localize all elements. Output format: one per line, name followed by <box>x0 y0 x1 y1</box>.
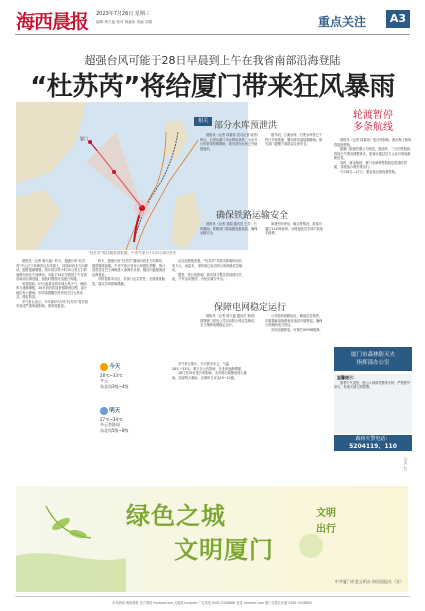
banner-line2: 文明厦门 <box>174 536 274 564</box>
page-footer: 本刊热线 海西晨报 官方网站 hxcbxmcom 五缘湾 hxcbxm 广告热线 0592-5338866 登录 hxcbxm.com 厦门日报社出版 0592-5338855 <box>112 601 312 605</box>
map-location-label: 厦门 <box>80 136 88 141</box>
grid-article: 晨报讯（记者 黄天福 通讯员 张明）国网厦门供电公司启动防台风应急响应，全力保障电网稳定运行。 公司组织抢修队伍，储备应急物资，对重要输电线路和变电站开展特巡，确保台风期间电力供应。 市民如遇停电，可拨打95598报修。 <box>200 314 323 332</box>
banner-side1: 文明 <box>316 508 336 519</box>
section-title: 重点关注 <box>318 15 367 29</box>
banner-footer: 中共厦门市委文明办 海西晨报社（宣） <box>334 579 404 584</box>
weather-today: 今天 28℃~33℃ 多云 东北风3级~4级 <box>100 364 129 389</box>
footer-line <box>15 596 410 597</box>
masthead-editors: 编辑 黄天福 校对 林嘉伟 美编 刘娟 <box>96 20 153 24</box>
ad-side-label: 公益广告 <box>404 456 409 472</box>
section-code: A3 <box>386 10 410 28</box>
section-heading-grid: 保障电网稳定运行 <box>214 303 287 313</box>
weather-tomorrow: 明天 27℃~34℃ 多云有阵雨 东北风5级~8级 <box>100 408 129 433</box>
left-article-col2: 昨天，超强台风“杜苏芮”继续向西北方向移动，强度继续加强。中央气象台发布台风橙色预警，预计其将穿过巴士海峡进入南海东北部，随后向福建南部沿海靠近。 市防指要求各区、各部门压实责任，全面排查隐患，落实各项防御措施。 <box>92 259 166 286</box>
masthead-divider <box>15 34 410 35</box>
map-caption: “杜苏芮”路径概率预报图。中央气象台7月25日8时发布 <box>87 251 177 255</box>
masthead-logo: 海西晨报 <box>16 11 89 33</box>
left-article-col3b: 市气象台预计，今天我市多云，气温28℃~33℃；明天多云有阵雨，东北风逐渐增强。 28日至29日受台风影响，全市将出现暴雨到大暴雨，局部特大暴雨，沿海风力可达10~12级。 <box>172 362 247 380</box>
right-title: 轮渡暂停 多条航线 <box>353 110 393 133</box>
headline-subtitle: 超强台风可能于28日早晨到上午在我省南部沿海登陆 <box>84 54 341 67</box>
left-article-col3: 从目前预报来看，“杜苏芮”对我市影响时间长、风力大、雨量多，市防指已启动防台风四级应急响应。 据悉，受台风影响，我市部分景区将视情况关闭，户外活动暂停，市民应减少外出。 <box>172 259 246 281</box>
banner-line1: 绿色之城 <box>126 502 226 530</box>
hotline-body: 温馨提示： 夏季天气炎热，进山入林请勿携带火种，严禁野外用火，发现火情立即报警。 <box>334 374 412 434</box>
rain-icon <box>100 407 108 415</box>
related-tag: 相关 <box>194 117 212 126</box>
hotline-phone: 森林火警电话： 5204119、110 <box>334 435 412 451</box>
left-article-col1: 晨报讯（记者 黄天福）昨天，超强台风“杜苏芮”中心位于菲律宾以东洋面上，持续向西北方向移动，强度逐渐增强。预计将以每小时10公里左右的速度向西北方向移动，可能于28日早晨到上午在我省南部沿海登陆，登陆时强度可达强台风级。 受其影响，27日起我市将出现大风天气，海面风力逐渐增强，28日前后将迎来强降雨过程，部分地区有大暴雨。市防指提醒市民密切关注台风动态，做好防范。 市气象台表示，今年第5号台风“杜苏芮”将对我市造成严重风雨影响，需高度重视。 <box>16 259 88 308</box>
section-heading-railway: 确保铁路运输安全 <box>216 211 289 221</box>
railway-article: 晨报讯（记者 刘娟 通讯员 王芳）台风期间，铁路部门将加强设备巡检，确保运输安全。 如遇列车停运、晚点等情况，旅客可通过12306查询，办理退改签手续不收取手续费。 <box>200 222 323 235</box>
masthead-date: 2023年7月26日 星期三 <box>96 11 150 17</box>
headline-title: “杜苏芮”将给厦门带来狂风暴雨 <box>30 72 395 102</box>
sun-icon <box>100 363 108 371</box>
reservoir-article: 晨报讯（记者 林嘉伟 见习记者 陈思）昨日，记者从厦门市水利局获悉，为应对台风带来的强降雨，我市部分水库已开始预泄洪。 据介绍，汀溪水库、石兜水库等已于昨日开始预泄，腾出库容迎接强降雨。相关部门提醒下游群众注意安全。 <box>200 133 323 151</box>
ferry-article: 晨报讯（记者 林嘉伟）受台风影响，我市海上航线将陆续停航。 据厦门轮渡有限公司消息，鼓浪屿、三丘田等航线将视天气情况调整班次，旅客可通过官方公众号查询最新信息。 同时，厦金航线、厦门至漳州等航线也将适时停航，请旅客合理安排出行。 7月26日—27日，厦金客运航线将停航。 <box>334 138 412 174</box>
green-banner <box>16 486 408 592</box>
section-heading-reservoir: 部分水库预泄洪 <box>214 121 278 131</box>
hotline-header: 厦门市森林防灭火 指挥部办公室 <box>334 347 412 371</box>
banner-side2: 出行 <box>316 524 336 535</box>
